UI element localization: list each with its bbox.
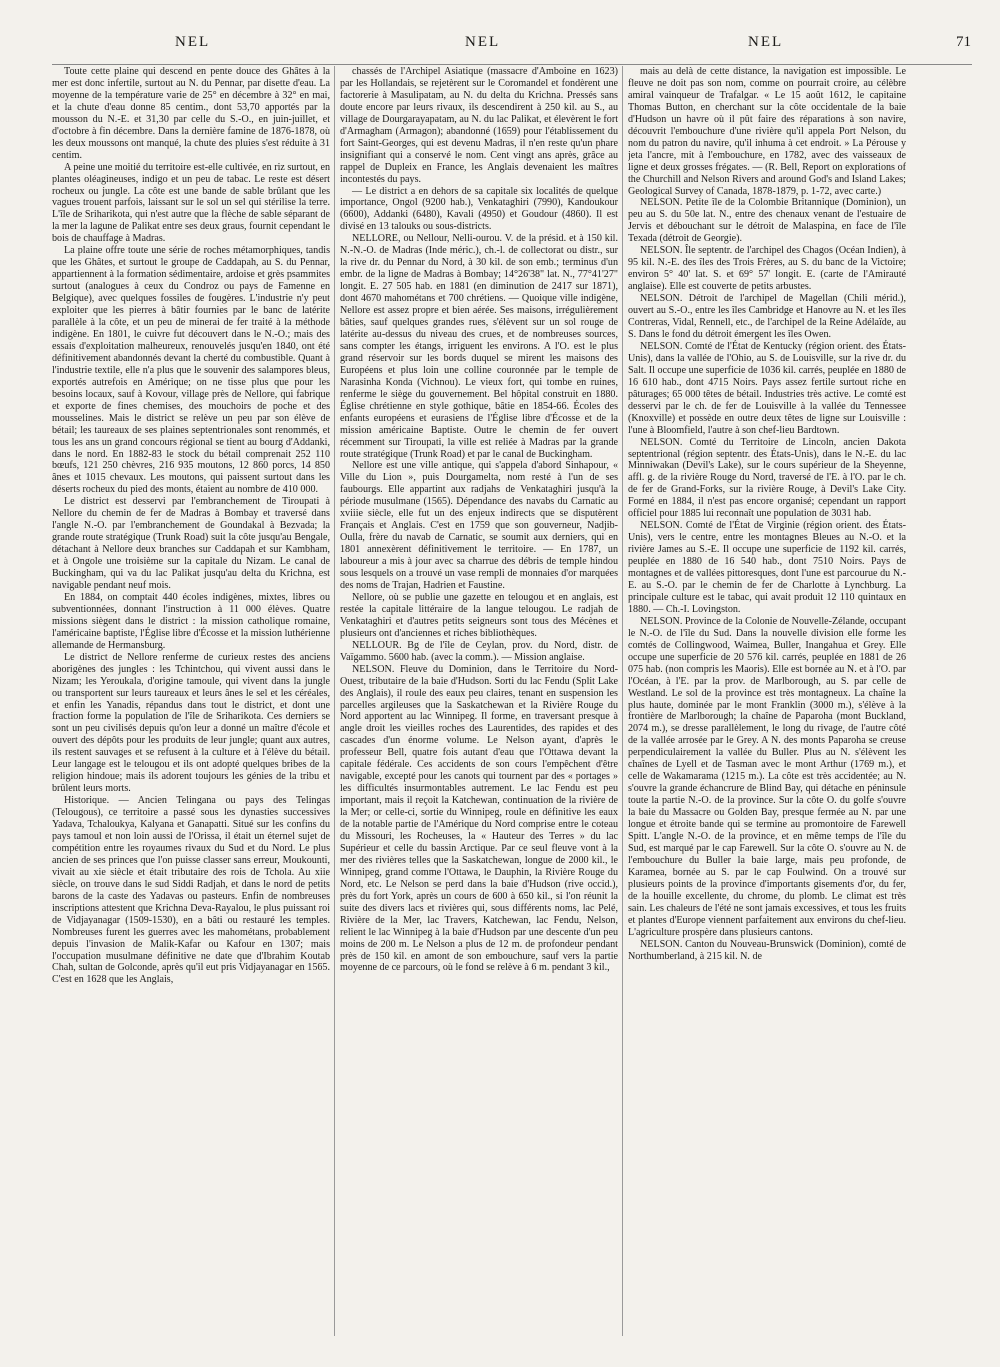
paragraph: Le district de Nellore renferme de curieux restes des anciens aborigènes des jungles : les Tchintchou, qui vivent aussi dans le Nizam; les Yeroukala, d'origine tamoule, qui vivent dans la jungle ou transportent sur leurs taureaux et leurs ânes le sel et les céréales, et enfin les Yanadis, répandus dans tout le district, et dont une fraction forme la population de l'île de Sriharikota. Ces derniers se sont un peu civilisés depuis qu'on leur a donné un maître d'école et ouvert des dépôts pour les produits de leur jungle; quant aux autres, ils restent sauvages et se refusent à la culture et à l'élève du bétail. Leur langage est le telougou et ils ont adopté quelques bribes de la religion hindoue; mais ils adorent toujours les génies de la tribu et brûlent leurs morts. <box>52 651 330 795</box>
paragraph: En 1884, on comptait 440 écoles indigènes, mixtes, libres ou subventionnées, donnant l'instruction à 11 000 élèves. Quatre missions siègent dans le district : la mission catholique romaine, l'américaine baptiste, l'Église libre d'Écosse et la mission luthérienne allemande de Hermansburg. <box>52 591 330 651</box>
entry-nelson-dakota: NELSON. Comté du Territoire de Lincoln, ancien Dakota septentrional (région septentr. des États-Unis), dans le N.-E. du lac Minniwakan (Devil's Lake), sur le cours supérieur de la Sheyenne, affl. g. de la rivière Rouge du Nord, traversé de l'E. à l'O. par le ch. de fer de Grand-Forks, sur la rivière Rouge, à Devil's Lake City. Formé en 1884, il n'est pas encore organisé; cependant un rapport officiel pour 1885 lui reconnaît une population de 3031 hab. <box>628 436 906 520</box>
entry-nellore: NELLORE, ou Nellour, Nelli-ourou. V. de la présid. et à 150 kil. N.-N.-O. de Madras (Inde méric.), ch.-l. de collectorat ou distr., sur la rive dr. du Pennar du Nord, à 30 kil. de son emb.; terminus d'un embr. de la ligne de Madras à Bombay; 14°26'38" lat. N., 77°41'27" longit. E. 27 505 hab. en 1881 (en diminution de 2417 sur 1871), dont 4670 mahométans et 700 chrétiens. — Quoique ville indigène, Nellore est assez propre et bien aérée. Ses maisons, irrégulièrement bâties, sauf quelques grandes rues, s'élèvent sur un sol rouge de latérite au-dessus du niveau des crues, et de nombreuses sources, sans compter les étangs, irriguent les environs. A l'O. est le plus grand réservoir sur les bords duquel se mirent les maisons des Européens et plus loin une colline couronnée par le temple de Narasinha Konda (Vichnou). Le vieux fort, qui tombe en ruines, renferme le siège du gouvernement. Bel hôpital construit en 1880. Église chrétienne en style gothique, bâtie en 1854-66. Écoles des enfants européens et eurasiens de l'Église libre d'Écosse et de la mission américaine Baptiste. Outre le chemin de fer ouvert récemment sur Tiroupati, la ville est reliée à Madras par la grande route stratégique (Trunk Road) et par le canal de Buckingham. <box>340 233 618 460</box>
paragraph: Nellore, où se publie une gazette en telougou et en anglais, est restée la capitale littéraire de la langue telougou. Le radjah de Venkataghiri et d'autres petits seigneurs sont tous des Mécènes et plusieurs ont d'anciennes et riches bibliothèques. <box>340 591 618 639</box>
header-center: NEL <box>465 34 501 50</box>
header-left: NEL <box>175 34 211 50</box>
header-rule <box>52 64 972 65</box>
paragraph: chassés de l'Archipel Asiatique (massacre d'Amboine en 1623) par les Hollandais, se rejetèrent sur le Coromandel et fondèrent une factorerie à Masulipatam, au N. du delta du Krichna. Pressés sans doute encore par leurs rivaux, ils descendirent à 250 kil. au S., au village de Dourgarayapatam, au N. du lac Palikat, et élevèrent le fort d'Armagham (Armagon); abandonné (1659) pour l'établissement du fort Saint-Georges, qui est devenu Madras, il n'en reste qu'un phare insignifiant qui a conservé le nom. Cent vingt ans après, grâce au rappel de Dupleix en France, les Anglais devenaient les maîtres incontestés du pays. <box>340 66 618 185</box>
entry-nelson-detroit: NELSON. Détroit de l'archipel de Magellan (Chili mérid.), ouvert au S.-O., entre les îles Cambridge et Hanovre au N. et les îles Contreras, Vidal, Rennell, etc., de l'archipel de la Reine Adélaïde, au S. Dans le fond du détroit émergent les îles Owen. <box>628 293 906 340</box>
paragraph: Le district est desservi par l'embranchement de Tiroupati à Nellore du chemin de fer de Madras à Bombay et traversé dans l'angle N.-O. par l'embranchement de Goundakal à Bezvada; la grande route stratégique (Trunk Road) suit la côte jusqu'au Bengale, détachant à Nellore deux branches sur Caddapah et sur Kambham, et à Ongole une troisième sur la capitale du Nizam. Le canal de Buckingham, qui va du lac Palikat jusqu'au delta du Krichna, est navigable pendant neuf mois. <box>52 496 330 591</box>
text-column-2 <box>340 66 618 1336</box>
column-divider <box>622 66 623 1336</box>
header-right: NEL <box>748 34 784 50</box>
paragraph: — Le district a en dehors de sa capitale six localités de quelque importance, Ongol (9200 hab.), Venkataghiri (7990), Kandoukour (6600), Addanki (6480), Kavali (4950) et Goudour (4860). Il est divisé en 13 talouks ou sous-districts. <box>340 185 618 233</box>
entry-nelson-nouveau-brunswick: NELSON. Canton du Nouveau-Brunswick (Dominion), comté de Northumberland, à 215 kil. N. de <box>628 938 906 962</box>
page-number: 71 <box>956 34 971 50</box>
paragraph: Historique. — Ancien Telingana ou pays des Telingas (Telougous), ce territoire a passé sous les dynasties successives Yadava, Tchaloukya, Kalyana et Ganapatti. Situé sur les confins du pays tamoul et non loin aussi de l'Orissa, il était un éternel sujet de compétition entre les royaumes rivaux du Sud et du Nord. Le plus ancien de ses princes que l'on puisse classer sans erreur, Moukounti, vivait au xie siècle et était tributaire des rois de Tchola. Au xiie siècle, on trouve dans le sud Siddi Radjah, et dans le nord de petits barons de la caste des Yadavas ou pasteurs. Enfin de nombreuses inscriptions attestent que Krichna Deva-Rayalou, le plus puissant roi de Vidjayanagar (1509-1530), en a bâti ou restauré les temples. Nombreuses furent les guerres avec les mahométans, probablement depuis l'invasion de Malik-Kafar ou Kafour en 1307; mais l'occupation musulmane définitive ne date que d'Ibrahim Koutab Chah, sultan de Golconde, après qu'il eut pris Vidjayanagar en 1565. C'est en 1628 que les Anglais, <box>52 795 330 986</box>
entry-nelson-nouvelle-zelande: NELSON. Province de la Colonie de Nouvelle-Zélande, occupant le N.-O. de l'île du Sud. Dans la nouvelle division elle forme les comtés de Collingwood, Waimea, Buller, Inangahua et Grey. Elle occupe une superficie de 20 576 kil. carrés, peuplée en 1881 de 26 075 hab. (non compris les Maoris). Elle est bornée au N. et à l'O. par l'Océan, à l'E. par la prov. de Marlborough, au S. par celle de Westland. Le sol de la province est très montagneux. La chaîne la plus haute, dominée par le mont Franklin (3000 m.), s'élève à la frontière de Marlborough; la chaîne de Paparoha (mont Buckland, 2074 m.), se dresse parallèlement, le long du rivage, de l'autre côté de la vallée arrosée par le Grey. A N. des monts Paparoha se creuse perpendiculairement la vallée du Buller. Plus au N. s'élèvent les chaînes de Lyell et de Tasman avec le mont Arthur (1769 m.), et celle de Wakamarama (1215 m.). La côte est très accidentée; au N. s'ouvre la grande échancrure de Blind Bay, qui détache en péninsule toute la partie N.-O. de la province. Sur la côte O. du golfe s'ouvre la baie du Massacre ou Golden Bay, presque fermée au N. par une longue et étroite bande qui se termine au promontoire de Farewell Spitt. L'angle N.-O. de la province, et en même temps de l'île du Sud, est marqué par le cap Farewell. Sur la côte O. s'ouvre au N. de l'embouchure du Buller la baie large, mais peu profonde, de Karamea, bornée au S. par le cap Foulwind. On a trouvé sur plusieurs points de la province d'importants gisements d'or, du fer, de la houille excellente, du chrome, du plomb. Le climat est très sain. Les chaleurs de l'été ne sont jamais excessives, et tous les fruits et plantes d'Europe viennent parfaitement aux environs du chef-lieu. L'agriculture prospère dans plusieurs cantons. <box>628 615 906 938</box>
entry-nelson-fleuve: NELSON. Fleuve du Dominion, dans le Territoire du Nord-Ouest, tributaire de la baie d'Hudson. Sorti du lac Fendu (Split Lake des Anglais), il roule des eaux peu claires, tenant en suspension les parcelles argileuses que la Saskatchewan et la Rivière Rouge du Nord apportent au lac Winnipeg. Il forme, en traversant presque à angle droit les vieilles roches des Laurentides, des rapides et des cascades d'un énorme volume. Le Nelson ayant, d'après le professeur Bell, quatre fois autant d'eau que l'Ottawa devant la capitale fédérale. Ces accidents de son cours l'empêchent d'être navigable, excepté pour les canots qui tournent par des « portages » les difficultés insurmontables autrement. Le lac Fendu est peu important, mais il reçoit la Katchewan, continuation de la rivière de la Mer; or celle-ci, sortie du Winnipeg, roule en définitive les eaux de la notable partie de l'Amérique du Nord comprise entre le coteau du Missouri, les Rocheuses, la « Hauteur des Terres » du lac Supérieur et celle du bassin Arctique. Par ce seul fleuve vont à la mer des rivières telles que la Saskatchewan, longue de 2000 kil., le Winnipeg, grand comme l'Ottawa, le Dauphin, la Rivière Rouge du Nord, etc. Le Nelson se perd dans la baie d'Hudson (rive occid.), près du fort York, après un cours de 600 à 650 kil., si l'on réunit la suite des divers lacs et rivières qui, sous différents noms, lac Pelé, Rivière de la Mer, lac Travers, Katchewan, lac Fendu, Nelson, relient le lac Winnipeg à la baie d'Hudson par une descente d'un peu moins de 200 m. Le Nelson a plus de 12 m. de profondeur pendant près de 150 kil. en amont de son embouchure, sauf vers la partie moyenne de ce parcours, où le fond se relève à 6 m. pendant 3 kil., <box>340 663 618 974</box>
paragraph: La plaine offre toute une série de roches métamorphiques, tandis que les Ghâtes, et surtout le groupe de Caddapah, au S. du Pennar, appartiennent à la formation sédimentaire, ardoise et grès psammites surtout (analogues à ceux du Condroz ou pays de Famenne en Belgique), avec quelques fossiles de fougères. L'industrie n'y peut exploiter que les pierres à bâtir fournies par le banc de latérite parallèle à la côte, et un peu de minerai de fer traité à la méthode indigène. En 1801, le cuivre fut découvert dans le N.-O.; mais des essais d'exploitation malheureux, renouvelés jusqu'en 1840, ont été définitivement abandonnés devant la cherté du combustible. Quant à l'industrie textile, elle n'a plus que le souvenir des salampores bleus, exportés autrefois en Amérique; on ne tisse plus que pour les besoins locaux, sauf à Kovour, village près de Nellore, qui fabrique et exporte de fines chemises, des mouchoirs de poche et des mousselines. Mais le district se relève un peu par son élève de bétail; les taureaux de ses plaines septentrionales sont renommés, et tous les ans un grand concours régional se tient au bourg d'Addanki, dans le nord. En 1882-83 le stock du bétail comprenait 252 110 bœufs, 121 250 chèvres, 216 935 moutons, 12 860 porcs, 14 850 ânes et 1015 chevaux. Les moutons, qui paissent surtout dans les déserts rocheux du pied des monts, étaient au nombre de 410 000. <box>52 245 330 496</box>
paragraph: Toute cette plaine qui descend en pente douce des Ghâtes à la mer est donc infertile, surtout au N. du Pennar, par disette d'eau. La moyenne de la température varie de 25° en décembre à 32° en mai, et la chute d'eau donne 85 centim., dont 53,70 apportés par la mousson du N.-E. et 31,30 par celle du S.-O., en juin-juillet, et d'octobre à fin décembre. Dans la dernière famine de 1876-1878, où les deux moussons ont manqué, la chute des pluies s'est réduite à 31 centim. <box>52 66 330 161</box>
paragraph: Nellore est une ville antique, qui s'appela d'abord Sinhapour, « Ville du Lion », puis Dourgamelta, nom resté à l'un de ses faubourgs. Elle appartint aux radjahs de Venkataghiri jusqu'à la période musulmane (1565). Dépendance des navabs du Carnatic au xviiie siècle, elle fut un des enjeux indirects que se disputèrent Français et Anglais. C'est en 1759 que son gouverneur, Nadjib-Oulla, frère du navab de Carnatic, se soumit aux derniers, qui en 1801 annexèrent définitivement le territoire. — En 1787, un laboureur a mis à jour avec sa charrue des débris de temple hindou sous lesquels on a trouvé un vase rempli de monnaies d'or marquées des noms de Trajan, Hadrien et Faustine. <box>340 460 618 591</box>
entry-nelson-kentucky: NELSON. Comté de l'État de Kentucky (région orient. des États-Unis), dans la vallée de l'Ohio, au S. de Louisville, sur la rive dr. du Salt. Il occupe une superficie de 1036 kil. carrés, peuplée en 1880 de 16 610 hab., dont 4715 Noirs. Pays assez fertile surtout riche en pâturages; 65 000 têtes de bétail. Industries très active. Le comté est desservi par le ch. de fer de Louisville à la vallée du Tennessee (Knoxville) et possède en outre deux têtes de ligne sur Louisville : l'une à Bloomfield, l'autre à son chef-lieu Bardtown. <box>628 340 906 436</box>
paragraph: A peine une moitié du territoire est-elle cultivée, en riz surtout, en plantes oléagineuses, indigo et un peu de tabac. Le reste est désert rocheux ou jungle. La côte est une bande de sable brûlant que les vagues trouent parfois, laissant sur le sol un sel qui stérilise la terre. L'île de Sriharikota, qui n'est autre que la flèche de sable séparant de la mer la lagune de Palikat entre ses deux graus, fournit cependant le bois de chauffage à Madras. <box>52 161 330 245</box>
text-column-1 <box>52 66 330 1336</box>
entry-nelson-ile: NELSON. Petite île de la Colombie Britannique (Dominion), un peu au S. du 50e lat. N., entre des chenaux venant de l'estuaire de Jervis et débouchant sur le détroit de Malaspina, en face de l'île Texada (détroit de Georgie). <box>628 197 906 245</box>
column-divider <box>334 66 335 1336</box>
entry-nelson-chagos: NELSON. Île septentr. de l'archipel des Chagos (Océan Indien), à 95 kil. N.-E. des îles des Trois Frères, au S. du banc de la Victoire; environ 5° 40' lat. S. et 69° 57' longit. E. (carte de l'Amirauté anglaise). Elle est couverte de petits arbustes. <box>628 245 906 293</box>
text-column-3 <box>628 66 906 1336</box>
paragraph: mais au delà de cette distance, la navigation est impossible. Le fleuve ne doit pas son nom, comme on pourrait croire, au célèbre amiral vainqueur de Trafalgar. « Le 15 août 1612, le capitaine Thomas Button, en cherchant sur la côte occidentale de la baie d'Hudson un havre où il pût faire des réparations à son navire, découvrit l'embouchure d'une rivière qu'il appela Port Nelson, du nom du patron du navire, qu'il inhuma à cet endroit. » La Pérouse y jeta l'ancre, mit à l'embouchure, en 1782, avec des vaisseaux de ligne et deux grosses frégates. — (R. Bell, Report on explorations of the Churchill and Nelson Rivers and around God's and Island Lakes; Geological Survey of Canada, 1878-1879, p. 1-72, avec carte.) <box>628 66 906 197</box>
entry-nelson-virginie: NELSON. Comté de l'État de Virginie (région orient. des États-Unis), vers le centre, entre les montagnes Bleues au N.-O. et la rivière James au S.-E. Il occupe une superficie de 1192 kil. carrés, peuplée en 1880 de 16 540 hab., dont 7510 Noirs. Pays de montagnes et de vallées pittoresques, dont l'une est parcourue du N.-E. au S.-O. par le chemin de fer de Charlotte à Lynchburg. La principale culture est le tabac, qui avait produit 12 110 quintaux en 1880. — Ch.-I. Lovingston. <box>628 520 906 615</box>
entry-nellour: NELLOUR. Bg de l'île de Ceylan, prov. du Nord, distr. de Vaïgammo. 5600 hab. (avec la comm.). — Mission anglaise. <box>340 639 618 663</box>
running-header <box>0 34 1000 56</box>
